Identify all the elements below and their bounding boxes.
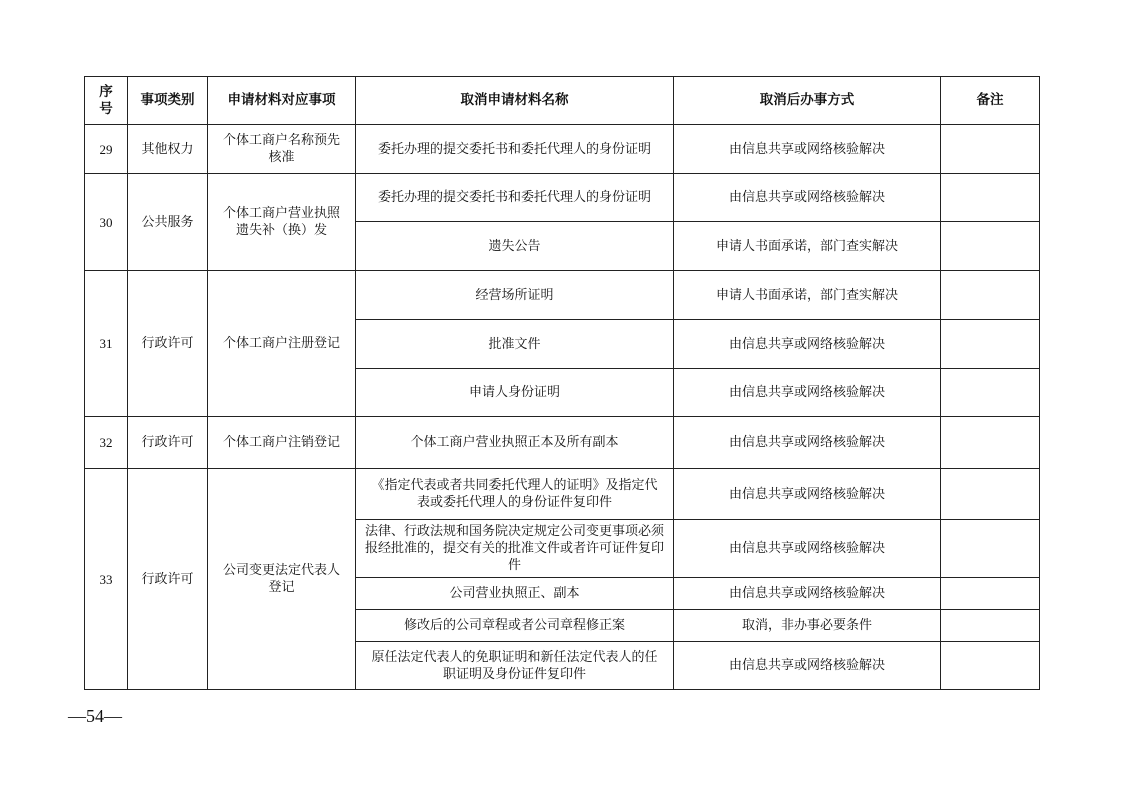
- header-method: 取消后办事方式: [674, 77, 941, 125]
- row-material: 《指定代表或者共同委托代理人的证明》及指定代表或委托代理人的身份证件复印件: [356, 469, 674, 520]
- row-remark: [941, 578, 1040, 610]
- row-material: 个体工商户营业执照正本及所有副本: [356, 417, 674, 469]
- row-remark: [941, 417, 1040, 469]
- row-method: 由信息共享或网络核验解决: [674, 578, 941, 610]
- row-method: 由信息共享或网络核验解决: [674, 369, 941, 417]
- row-remark: [941, 320, 1040, 369]
- row-material: 遗失公告: [356, 222, 674, 271]
- row-remark: [941, 520, 1040, 578]
- row-method: 由信息共享或网络核验解决: [674, 417, 941, 469]
- row-remark: [941, 222, 1040, 271]
- row-category: 行政许可: [128, 469, 208, 690]
- header-no: 序号: [85, 77, 128, 125]
- row-matter: 个体工商户名称预先核准: [208, 125, 356, 174]
- row-no: 31: [85, 271, 128, 417]
- row-method: 由信息共享或网络核验解决: [674, 469, 941, 520]
- row-remark: [941, 469, 1040, 520]
- table-row: [85, 469, 1040, 520]
- row-matter: 个体工商户注册登记: [208, 271, 356, 417]
- header-row: [85, 77, 1040, 125]
- row-remark: [941, 369, 1040, 417]
- row-matter: 个体工商户营业执照遗失补（换）发: [208, 174, 356, 271]
- matters-table: [84, 76, 1040, 690]
- row-method: 由信息共享或网络核验解决: [674, 174, 941, 222]
- row-remark: [941, 610, 1040, 642]
- row-method: 由信息共享或网络核验解决: [674, 520, 941, 578]
- row-category: 公共服务: [128, 174, 208, 271]
- header-remark: 备注: [941, 77, 1040, 125]
- row-remark: [941, 125, 1040, 174]
- row-category: 行政许可: [128, 271, 208, 417]
- row-remark: [941, 174, 1040, 222]
- row-method: 由信息共享或网络核验解决: [674, 320, 941, 369]
- row-no: 33: [85, 469, 128, 690]
- row-matter: 公司变更法定代表人登记: [208, 469, 356, 690]
- row-method: 申请人书面承诺，部门查实解决: [674, 222, 941, 271]
- row-no: 30: [85, 174, 128, 271]
- row-category: 其他权力: [128, 125, 208, 174]
- row-material: 公司营业执照正、副本: [356, 578, 674, 610]
- row-category: 行政许可: [128, 417, 208, 469]
- row-method: 由信息共享或网络核验解决: [674, 642, 941, 690]
- row-remark: [941, 271, 1040, 320]
- table-row: [85, 125, 1040, 174]
- header-category: 事项类别: [128, 77, 208, 125]
- row-no: 32: [85, 417, 128, 469]
- row-material: 批准文件: [356, 320, 674, 369]
- row-method: 取消，非办事必要条件: [674, 610, 941, 642]
- row-material: 法律、行政法规和国务院决定规定公司变更事项必须报经批准的，提交有关的批准文件或者许可证件复印件: [356, 520, 674, 578]
- table-row: [85, 174, 1040, 222]
- header-matter: 申请材料对应事项: [208, 77, 356, 125]
- row-material: 经营场所证明: [356, 271, 674, 320]
- header-material: 取消申请材料名称: [356, 77, 674, 125]
- row-material: 修改后的公司章程或者公司章程修正案: [356, 610, 674, 642]
- row-material: 委托办理的提交委托书和委托代理人的身份证明: [356, 125, 674, 174]
- row-no: 29: [85, 125, 128, 174]
- row-material: 原任法定代表人的免职证明和新任法定代表人的任职证明及身份证件复印件: [356, 642, 674, 690]
- table-row: [85, 271, 1040, 320]
- row-material: 委托办理的提交委托书和委托代理人的身份证明: [356, 174, 674, 222]
- row-remark: [941, 642, 1040, 690]
- row-material: 申请人身份证明: [356, 369, 674, 417]
- row-matter: 个体工商户注销登记: [208, 417, 356, 469]
- table-row: [85, 417, 1040, 469]
- page-number: —54—: [68, 706, 122, 726]
- row-method: 申请人书面承诺，部门查实解决: [674, 271, 941, 320]
- row-method: 由信息共享或网络核验解决: [674, 125, 941, 174]
